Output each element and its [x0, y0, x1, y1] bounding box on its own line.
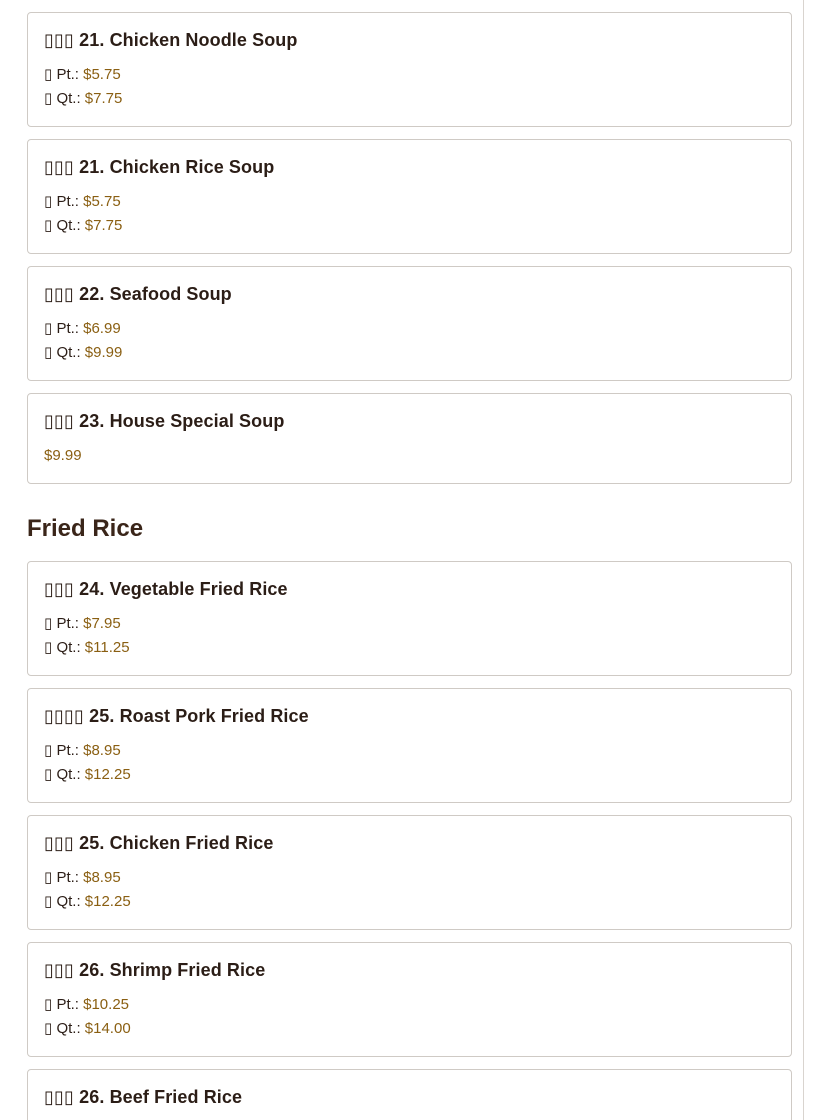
price-value: $14.00 [84, 1020, 131, 1037]
menu-item-title [44, 156, 775, 178]
price-line [44, 763, 775, 787]
fried-rice-list [27, 561, 792, 1120]
size-glyph-icon: ▯ [44, 320, 53, 337]
price-line [44, 214, 775, 238]
price-size-label: Pt.: [56, 66, 79, 83]
menu-item-title [44, 410, 775, 432]
chinese-name-glyphs: ▯▯▯ [44, 157, 75, 177]
price-size-label: Pt.: [56, 615, 79, 632]
menu-item-number: 23. [79, 411, 105, 431]
price-value: $7.75 [84, 217, 123, 234]
menu-item-number: 26. [79, 960, 105, 980]
menu-item-card[interactable] [27, 688, 792, 803]
chinese-name-glyphs: ▯▯▯ [44, 411, 75, 431]
menu-item-card[interactable] [27, 12, 792, 127]
menu-item-title [44, 29, 775, 51]
size-glyph-icon: ▯ [44, 766, 53, 783]
price-line [44, 63, 775, 87]
size-glyph-icon: ▯ [44, 639, 53, 656]
menu-item-name: Seafood Soup [109, 284, 232, 304]
soups-list [27, 12, 792, 484]
size-glyph-icon: ▯ [44, 742, 53, 759]
price-size-label: Qt.: [56, 766, 81, 783]
price-size-label: Qt.: [56, 639, 81, 656]
menu-item-name: Roast Pork Fried Rice [119, 706, 309, 726]
size-glyph-icon: ▯ [44, 193, 53, 210]
page-edge-divider [803, 0, 804, 1120]
price-size-label: Pt.: [56, 996, 79, 1013]
price-line [44, 87, 775, 111]
chinese-name-glyphs: ▯▯▯ [44, 833, 75, 853]
size-glyph-icon: ▯ [44, 66, 53, 83]
price-value: $8.95 [83, 742, 121, 759]
price-size-label: Qt.: [56, 1020, 81, 1037]
price-value: $11.25 [84, 639, 130, 656]
menu-item-card[interactable] [27, 561, 792, 676]
menu-item-name: Shrimp Fried Rice [109, 960, 266, 980]
price-line [44, 612, 775, 636]
price-line [44, 341, 775, 365]
menu-item-name: Chicken Noodle Soup [109, 30, 298, 50]
menu-item-number: 26. [79, 1087, 105, 1107]
chinese-name-glyphs: ▯▯▯▯ [44, 706, 85, 726]
menu-item-number: 24. [79, 579, 105, 599]
price-line [44, 739, 775, 763]
menu-item-title [44, 578, 775, 600]
menu-item-card[interactable] [27, 942, 792, 1057]
price-line [44, 993, 775, 1017]
price-line [44, 890, 775, 914]
size-glyph-icon: ▯ [44, 615, 53, 632]
section-heading-fried-rice: Fried Rice [27, 515, 144, 542]
menu-item-card[interactable] [27, 815, 792, 930]
price-value: $7.95 [83, 615, 121, 632]
price-size-label: Pt.: [56, 869, 79, 886]
price-size-label: Pt.: [56, 742, 79, 759]
menu-item-name: Chicken Rice Soup [109, 157, 275, 177]
size-glyph-icon: ▯ [44, 1020, 53, 1037]
menu-item-card[interactable] [27, 1069, 792, 1120]
size-glyph-icon: ▯ [44, 893, 53, 910]
chinese-name-glyphs: ▯▯▯ [44, 30, 75, 50]
size-glyph-icon: ▯ [44, 217, 53, 234]
price-value: $6.99 [83, 320, 121, 337]
menu-item-card[interactable] [27, 393, 792, 484]
size-glyph-icon: ▯ [44, 90, 53, 107]
price-value: $8.95 [83, 869, 121, 886]
menu-item-number: 21. [79, 157, 105, 177]
chinese-name-glyphs: ▯▯▯ [44, 1087, 75, 1107]
menu-item-number: 22. [79, 284, 105, 304]
price-value: $12.25 [84, 893, 131, 910]
menu-item-card[interactable] [27, 266, 792, 381]
price-value: $12.25 [84, 766, 131, 783]
menu-item-card[interactable] [27, 139, 792, 254]
menu-content [27, 12, 792, 1120]
menu-item-title [44, 283, 775, 305]
menu-item-name: Beef Fried Rice [109, 1087, 243, 1107]
menu-item-name: House Special Soup [109, 411, 285, 431]
menu-item-name: Vegetable Fried Rice [109, 579, 288, 599]
menu-item-title [44, 832, 775, 854]
size-glyph-icon: ▯ [44, 996, 53, 1013]
price-line [44, 444, 775, 468]
menu-item-title [44, 959, 775, 981]
price-value: $9.99 [84, 344, 123, 361]
size-glyph-icon: ▯ [44, 344, 53, 361]
menu-item-number: 21. [79, 30, 105, 50]
size-glyph-icon: ▯ [44, 869, 53, 886]
price-line [44, 1017, 775, 1041]
menu-item-number: 25. [79, 833, 105, 853]
chinese-name-glyphs: ▯▯▯ [44, 284, 75, 304]
price-line [44, 317, 775, 341]
price-size-label: Qt.: [56, 90, 81, 107]
price-value: $9.99 [44, 447, 82, 464]
price-size-label: Pt.: [56, 320, 79, 337]
price-size-label: Qt.: [56, 893, 81, 910]
menu-item-title [44, 705, 775, 727]
menu-item-title [44, 1086, 775, 1108]
price-line [44, 636, 775, 660]
menu-item-number: 25. [89, 706, 115, 726]
price-value: $10.25 [83, 996, 130, 1013]
menu-item-name: Chicken Fried Rice [109, 833, 274, 853]
chinese-name-glyphs: ▯▯▯ [44, 960, 75, 980]
price-value: $5.75 [83, 193, 121, 210]
price-line [44, 190, 775, 214]
price-size-label: Qt.: [56, 344, 81, 361]
price-size-label: Qt.: [56, 217, 81, 234]
price-value: $5.75 [83, 66, 121, 83]
chinese-name-glyphs: ▯▯▯ [44, 579, 75, 599]
price-value: $7.75 [84, 90, 123, 107]
price-line [44, 866, 775, 890]
price-size-label: Pt.: [56, 193, 79, 210]
